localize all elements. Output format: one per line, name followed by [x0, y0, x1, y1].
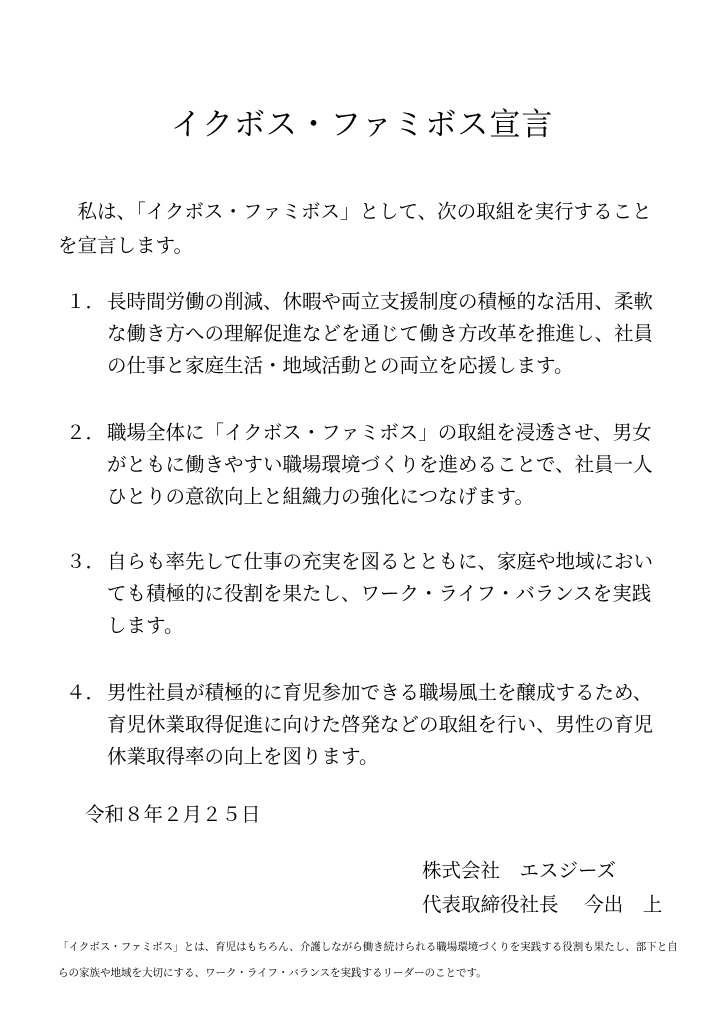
declaration-item-3 — [66, 546, 666, 642]
signer-name: 代表取締役社長 今出 上 — [422, 893, 663, 916]
item-text: 長時間労働の削減、休暇や両立支援制度の積極的な活用、柔軟な働き方への理解促進などを通じて働き方改革を推進し、社員の仕事と家庭生活・地域活動との両立を応援します。 — [107, 290, 654, 377]
item-number: ４． — [66, 681, 106, 704]
declaration-item-2 — [66, 417, 666, 513]
declaration-intro: 私は、「イクボス・ファミボス」として、次の取組を実行することを宣言します。 — [58, 200, 652, 257]
item-text: 自らも率先して仕事の充実を図るとともに、家庭や地域においても積極的に役割を果たし、ワーク・ライフ・バランスを実践します。 — [107, 550, 654, 637]
item-text: 職場全体に「イクボス・ファミボス」の取組を浸透させ、男女がともに働きやすい職場環境づくりを進めることで、社員一人ひとりの意欲向上と組織力の強化につなげます。 — [107, 421, 653, 508]
declaration-item-1 — [66, 286, 666, 382]
item-number: ２． — [66, 421, 106, 444]
item-number: ３． — [66, 550, 106, 573]
item-text: 男性社員が積極的に育児参加できる職場風土を醸成するため、育児休業取得促進に向けた啓発などの取組を行い、男性の育児休業取得率の向上を図ります。 — [107, 681, 654, 768]
declaration-item-4 — [66, 677, 666, 773]
company-name: 株式会社 エスジーズ — [422, 859, 617, 882]
declaration-title: イクボス・ファミボス宣言 — [170, 107, 554, 143]
item-number: １． — [66, 290, 106, 313]
declaration-date: 令和８年２月２５日 — [85, 803, 261, 826]
footnote: 「イクボス・ファミボス」とは、育児はもちろん、介護しながら働き続けられる職場環境づくりを実践する役割も果たし、部下と自らの家族や地域を大切にする、ワーク・ライフ・バランスを実践するリーダーのことです。 — [58, 941, 678, 979]
